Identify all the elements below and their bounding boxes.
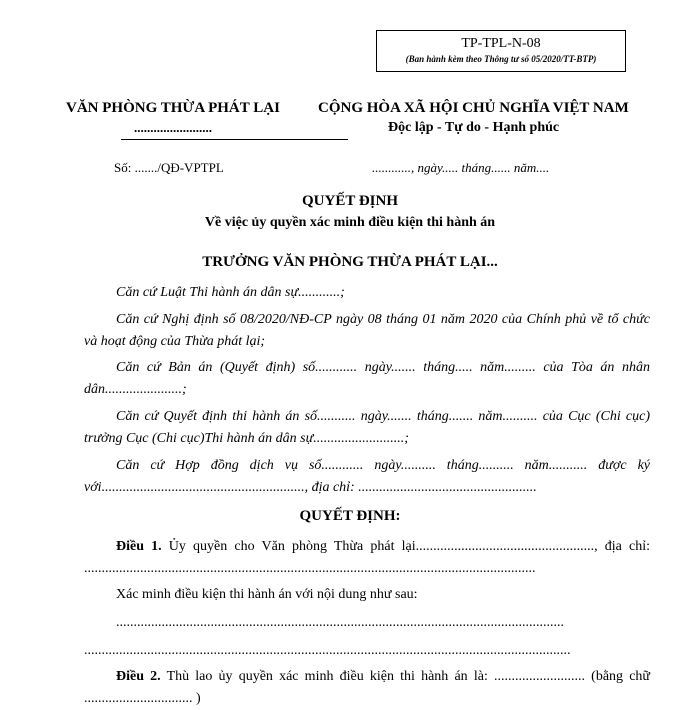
verify-dots-line-1: ................................................................................................................................ xyxy=(116,615,564,630)
article-1 xyxy=(84,536,650,580)
article-2-text: Thù lao ủy quyền xác minh điều kiện thi hành án là: .......................... (bằng chữ ............................... ) xyxy=(84,669,650,706)
verify-dots-line-2: ........................................................................................................................................... xyxy=(84,643,571,658)
ground-judgment: Căn cứ Bản án (Quyết định) số............ ngày....... tháng..... năm......... của Tòa án nhân dân......................; xyxy=(84,360,650,397)
article-2-label: Điều 2. xyxy=(116,669,161,684)
header-underline xyxy=(121,139,348,140)
form-code-note: (Ban hành kèm theo Thông tư số 05/2020/TT-BTP) xyxy=(405,54,597,64)
ground-decree: Căn cứ Nghị định số 08/2020/NĐ-CP ngày 08 tháng 01 năm 2020 của Chính phủ về tổ chức và hoạt động của Thừa phát lại; xyxy=(84,312,650,349)
article-1-text: Ủy quyền cho Văn phòng Thừa phát lại..................................................., địa chỉ: ................................................................................................................................. xyxy=(84,539,651,576)
article-1-label: Điều 1. xyxy=(116,539,162,554)
document-title: QUYẾT ĐỊNH xyxy=(302,193,398,209)
article-2 xyxy=(84,666,650,710)
form-code-box xyxy=(376,30,626,72)
decision-number: Số: ......./QĐ-VPTPL xyxy=(114,160,224,175)
ground-law: Căn cứ Luật Thi hành án dân sự............; xyxy=(116,285,345,300)
decision-date: ............, ngày..... tháng...... năm.... xyxy=(372,160,550,175)
ground-service-contract: Căn cứ Hợp đồng dịch vụ số............ ngày.......... tháng.......... năm........... được ký với.........................................................., địa chỉ: ................................................... xyxy=(84,458,650,495)
ground-enforcement-decision: Căn cứ Quyết định thi hành án số........... ngày....... tháng....... năm.......... của Cục (Chi cục) trưởng Cục (Chi cục)Thi hành án dân sự..........................; xyxy=(84,409,650,446)
issuer-title: TRƯỞNG VĂN PHÒNG THỪA PHÁT LẠI... xyxy=(202,254,498,270)
nation-motto: Độc lập - Tự do - Hạnh phúc xyxy=(388,120,560,135)
issuing-office-dots: ........................ xyxy=(134,120,212,135)
issuing-office: VĂN PHÒNG THỪA PHÁT LẠI xyxy=(66,100,280,116)
decision-heading: QUYẾT ĐỊNH: xyxy=(299,508,401,524)
nation-name: CỘNG HÒA XÃ HỘI CHỦ NGHĨA VIỆT NAM xyxy=(318,100,629,116)
verify-intro: Xác minh điều kiện thi hành án với nội dung như sau: xyxy=(116,587,418,602)
form-code: TP-TPL-N-08 xyxy=(461,36,541,51)
document-subtitle: Về việc ủy quyền xác minh điều kiện thi hành án xyxy=(204,215,496,230)
